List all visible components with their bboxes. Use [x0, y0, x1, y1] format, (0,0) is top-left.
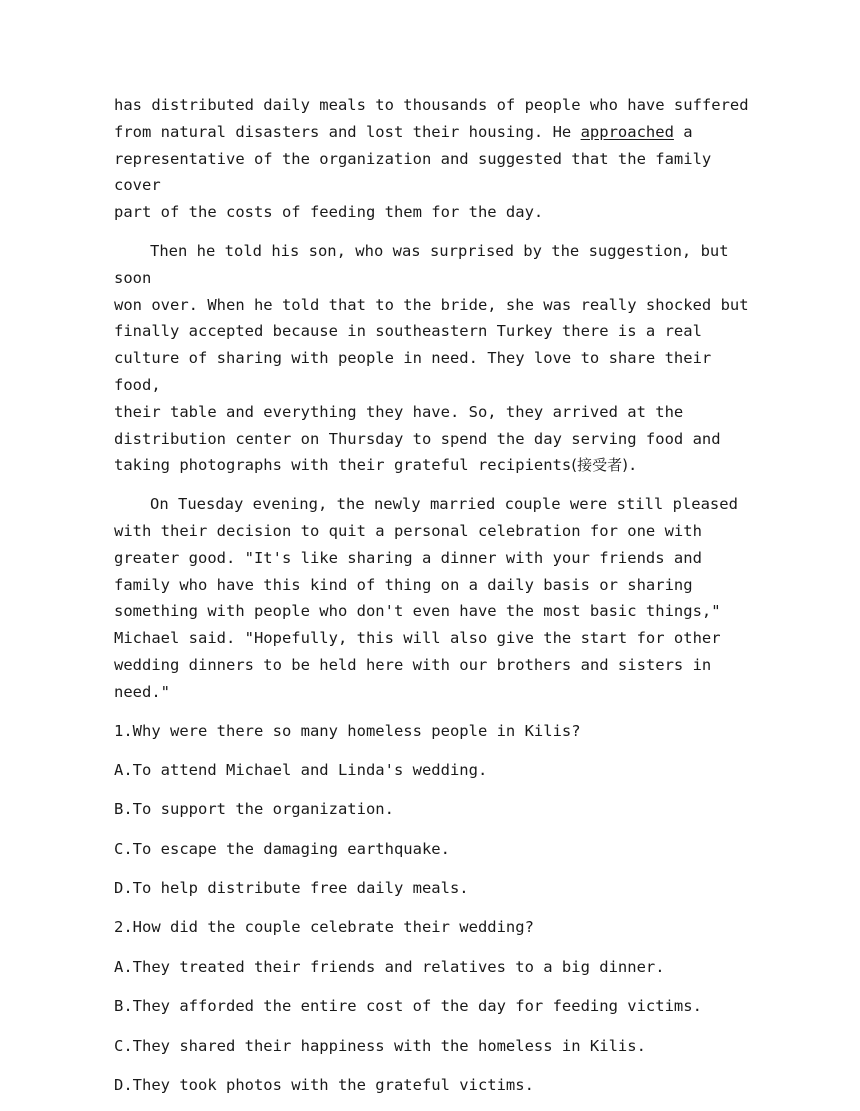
paragraph-3 [114, 491, 754, 705]
paragraph-1-text-b: a representative of the organization and suggested that the family cover part of the costs of feeding them for the day. [114, 122, 712, 222]
paragraph-1 [114, 92, 754, 226]
document-page [114, 92, 754, 1111]
option-a: A.To attend Michael and Linda's wedding. [114, 760, 488, 779]
option-a: A.They treated their friends and relatives to a big dinner. [114, 957, 665, 976]
paragraph-2 [114, 238, 754, 479]
question-1 [114, 718, 754, 915]
option-b: B.To support the organization. [114, 800, 394, 819]
underlined-word: approached [580, 122, 674, 141]
paragraph-3-text: On Tuesday evening, the newly married couple were still pleased with their decision to quit a personal celebration for one with greater good. "It's like sharing a dinner with your friends and family who have this kind of thing on a daily basis or sharing something with people who don't even have the most basic things," Michael said. "Hopefully, this will also give the start for other wedding dinners to be held here with our brothers and sisters in need." [114, 495, 738, 701]
question-stem: 2.How did the couple celebrate their wedding? [114, 918, 534, 937]
option-d: D.To help distribute free daily meals. [114, 879, 469, 898]
question-stem: 1.Why were there so many homeless people in Kilis? [114, 721, 581, 740]
question-2 [114, 914, 754, 1111]
option-c: C.They shared their happiness with the homeless in Kilis. [114, 1036, 646, 1055]
paragraph-2-end: . [627, 456, 638, 475]
paragraph-1-text-a: has distributed daily meals to thousands of people who have suffered from natural disasters and lost their housing. He [114, 96, 749, 141]
option-d: D.They took photos with the grateful victims. [114, 1076, 534, 1095]
option-b: B.They afforded the entire cost of the day for feeding victims. [114, 997, 702, 1016]
paragraph-2-text: Then he told his son, who was surprised by the suggestion, but soon won over. When he told that to the bride, she was really shocked but finally accepted because in southeastern Turkey there is a real culture of sharing with people in need. They love to share their food, their table and everything they have. So, they arrived at the distribution center on Thursday to spend the day serving food and taking photographs with their grateful recipients [114, 241, 749, 475]
chinese-gloss: (接受者) [571, 456, 628, 475]
option-c: C.To escape the damaging earthquake. [114, 839, 450, 858]
